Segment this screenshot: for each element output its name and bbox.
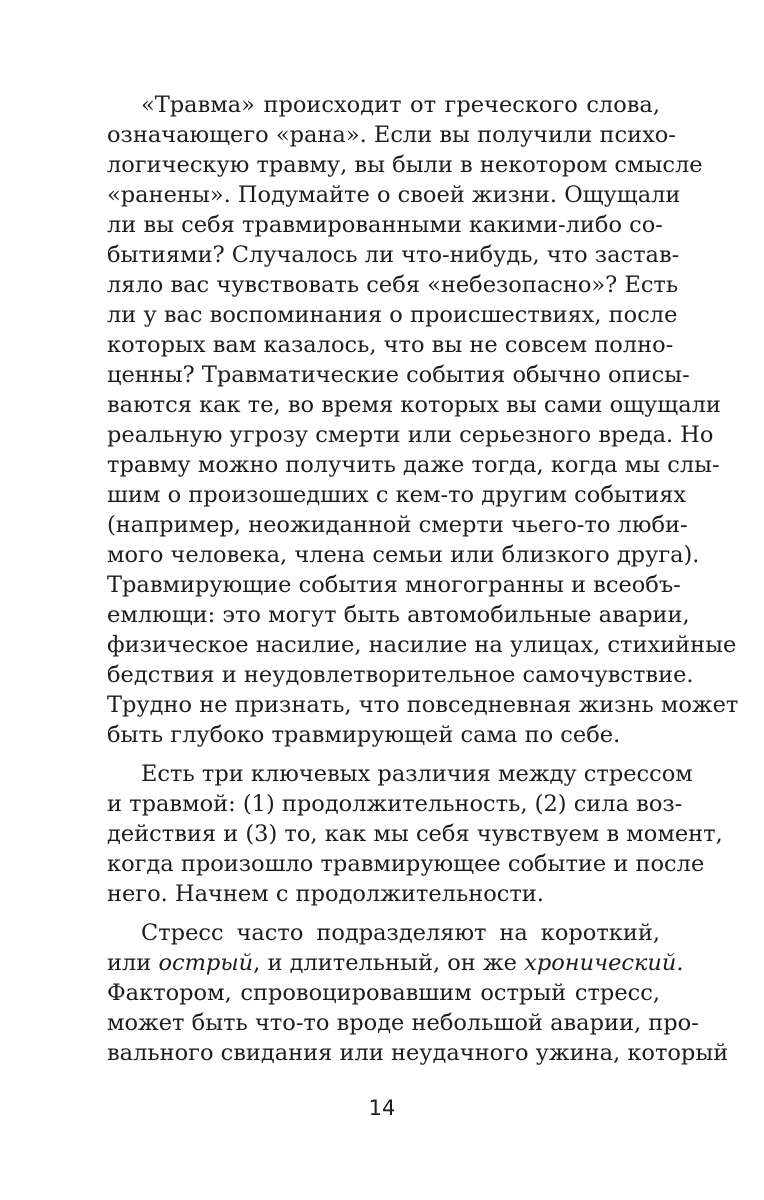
text-line: которых вам казалось, что вы не совсем полно- xyxy=(107,332,674,358)
text-line: быть глубоко травмирующей сама по себе. xyxy=(107,722,621,748)
text-fragment: . xyxy=(676,950,684,976)
text-line: Травмирующие события многогранны и всеобъ- xyxy=(107,572,681,598)
text-line: и травмой: (1) продолжительность, (2) сила воз- xyxy=(107,791,683,817)
body-text xyxy=(107,90,739,1068)
text-line: шим о произошедших с кем-то другим событиях xyxy=(107,482,687,508)
text-line: ценны? Травматические события обычно описы- xyxy=(107,362,690,388)
text-line: мого человека, члена семьи или близкого друга). xyxy=(107,542,700,568)
text-line: Трудно не признать, что повседневная жизнь может xyxy=(107,692,739,718)
text-line: Есть три ключевых различия между стрессом xyxy=(141,761,693,787)
text-line: ли вы себя травмированными какими-либо со- xyxy=(107,212,663,238)
text-line: действия и (3) то, как мы себя чувствуем в момент, xyxy=(107,821,723,847)
text-line: травму можно получить даже тогда, когда мы слы- xyxy=(107,452,720,478)
text-line: «Травма» происходит от греческого слова, xyxy=(141,92,660,118)
text-line: вального свидания или неудачного ужина, который xyxy=(107,1040,729,1066)
text-fragment: или xyxy=(107,950,159,976)
page-number: 14 xyxy=(368,1096,396,1120)
text-line: бедствия и неудовлетворительное самочувствие. xyxy=(107,662,694,688)
text-line: ляло вас чувствовать себя «небезопасно»? Есть xyxy=(107,272,679,298)
text-fragment: , и длительный, он же xyxy=(253,950,525,976)
paragraph-gap xyxy=(107,750,660,759)
text-line: означающего «рана». Если вы получили психо- xyxy=(107,122,676,148)
italic-term-acute: острый xyxy=(158,950,254,976)
text-line: «ранены». Подумайте о своей жизни. Ощущали xyxy=(107,182,681,208)
text-line: ли у вас воспоминания о происшествиях, после xyxy=(107,302,678,328)
text-line: емлющи: это могут быть автомобильные аварии, xyxy=(107,602,690,628)
text-line: ваются как те, во время которых вы сами ощущали xyxy=(107,392,721,418)
text-line: него. Начнем с продолжительности. xyxy=(107,881,544,907)
text-line: реальную угрозу смерти или серьезного вреда. Но xyxy=(107,422,714,448)
text-line: логическую травму, вы были в некотором смысле xyxy=(107,152,703,178)
text-line: Фактором, спровоцировавшим острый стресс, xyxy=(107,980,660,1006)
paragraph-stress-vs-trauma xyxy=(107,759,723,909)
text-line: когда произошло травмирующее событие и после xyxy=(107,851,705,877)
text-line: бытиями? Случалось ли что-нибудь, что застав- xyxy=(107,242,680,268)
text-line: физическое насилие, насилие на улицах, стихийные xyxy=(107,632,737,658)
paragraph-trauma-definition xyxy=(107,90,739,750)
text-line: Стресс часто подразделяют на короткий, xyxy=(141,920,660,946)
paragraph-gap xyxy=(107,909,660,918)
text-line: может быть что-то вроде небольшой аварии, про- xyxy=(107,1010,699,1036)
italic-term-chronic: хронический xyxy=(524,950,677,976)
text-line: (например, неожиданной смерти чьего-то люби- xyxy=(107,512,688,538)
paragraph-acute-chronic xyxy=(107,918,729,1068)
text-line xyxy=(107,948,684,978)
